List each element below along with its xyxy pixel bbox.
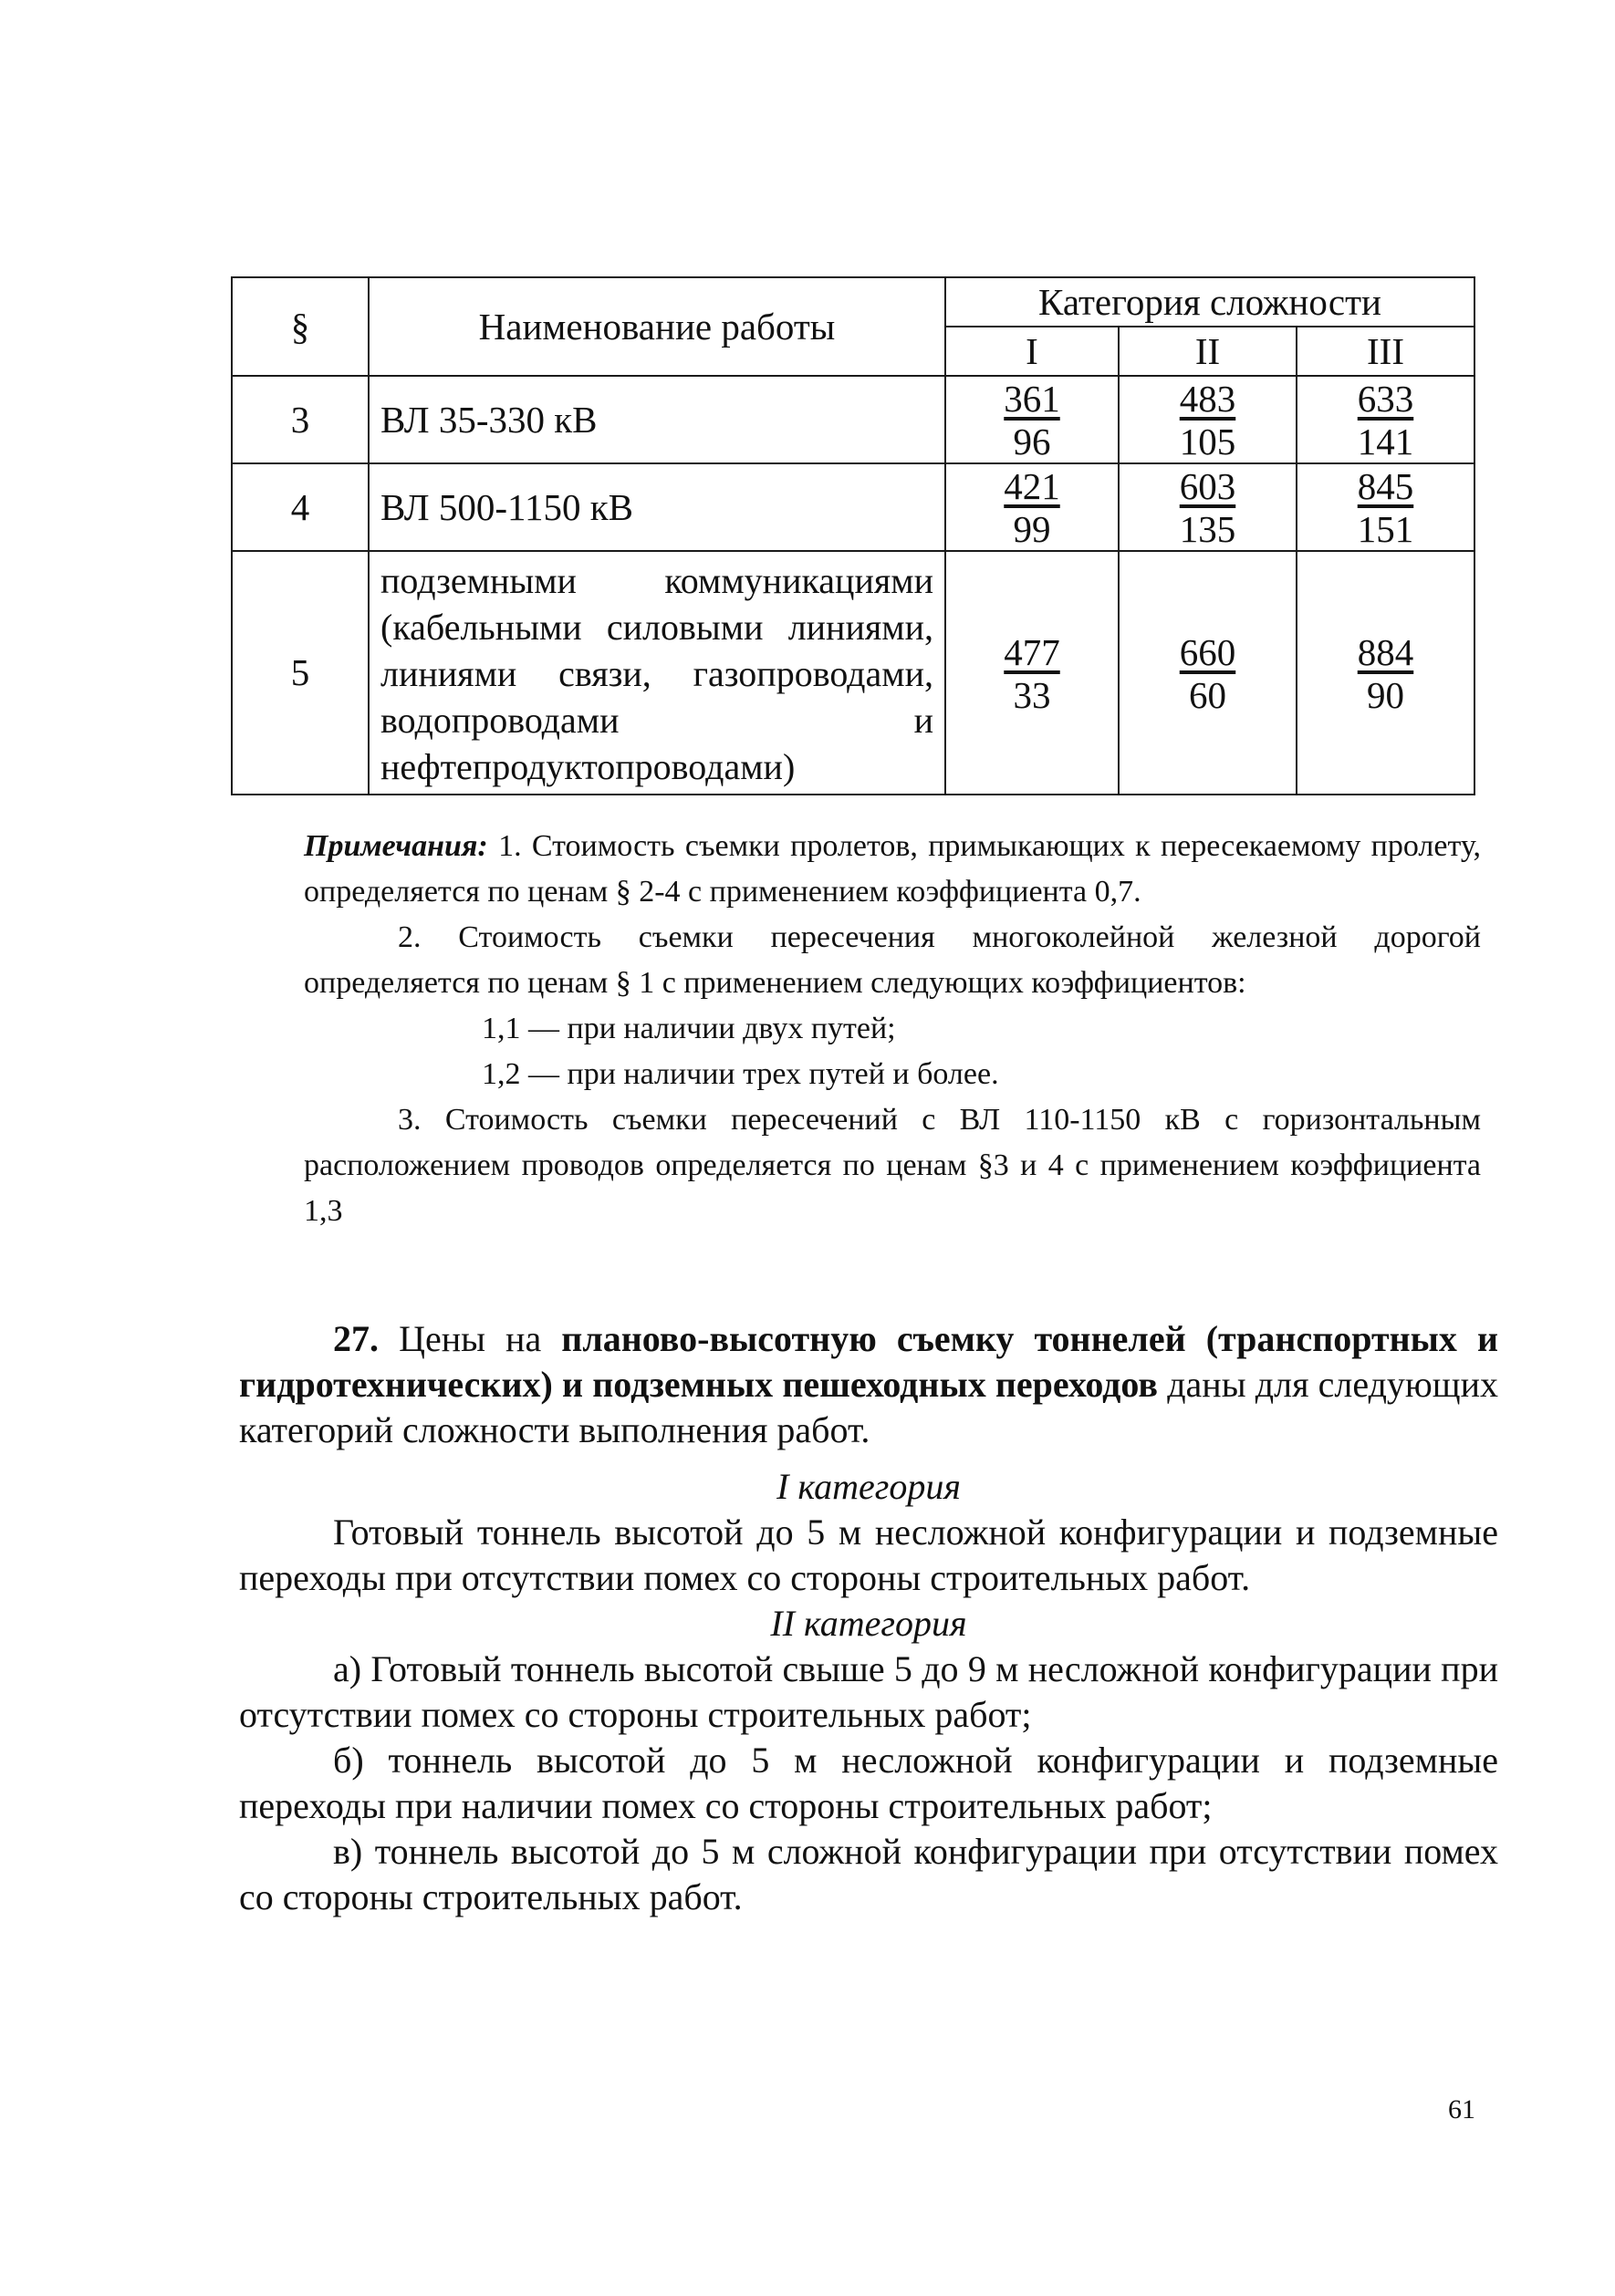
note-1-text: 1. Стоимость съемки пролетов, примыкающих к пересекаемому пролету, определяется по ценам § 2-4 с применением коэффициента 0,7. — [304, 829, 1481, 909]
row-section: 3 — [232, 376, 369, 463]
page-number: 61 — [1448, 2094, 1475, 2125]
price-top: 361 — [1004, 378, 1060, 420]
note-coef-2: 1,2 — при наличии трех путей и более. — [482, 1057, 999, 1091]
price-bottom: 135 — [1179, 508, 1236, 550]
work-name-header: Наименование работы — [369, 277, 945, 376]
price-cell — [1119, 463, 1297, 551]
price-bottom: 60 — [1189, 673, 1226, 716]
price-cell — [945, 551, 1119, 795]
row-section: 4 — [232, 463, 369, 551]
price-cell — [1297, 376, 1474, 463]
category-1-text: Готовый тоннель высотой до 5 м несложной конфигурации и подземные переходы при отсутствии помех со стороны строительных работ. — [239, 1512, 1498, 1598]
row-name: ВЛ 500-1150 кВ — [369, 463, 945, 551]
price-top: 845 — [1357, 465, 1414, 507]
section-27-intro — [239, 1316, 1498, 1453]
section-number: 27. — [333, 1318, 379, 1359]
price-table — [231, 276, 1475, 795]
note-3: 3. Стоимость съемки пересечений с ВЛ 110-1150 кВ с горизонтальным расположением проводов определяется по ценам §3 и 4 с применением коэффициента 1,3 — [304, 1103, 1481, 1228]
price-top: 660 — [1179, 630, 1236, 673]
table-row — [232, 551, 1474, 795]
price-top: 477 — [1004, 630, 1060, 673]
category-1-title: I категория — [776, 1466, 961, 1507]
section-lead: Цены на — [399, 1318, 542, 1359]
section-bold-text: планово-высотную съемку тоннелей (транспортных и гидротехнических) и подземных пешеходных переходов — [239, 1318, 1499, 1405]
category-2-item-c: в) тоннель высотой до 5 м сложной конфигурации при отсутствии помех со стороны строительных работ. — [239, 1831, 1498, 1917]
price-top: 483 — [1179, 378, 1236, 420]
paragraph-sign-header: § — [232, 277, 369, 376]
price-bottom: 105 — [1179, 421, 1236, 462]
price-cell — [1119, 376, 1297, 463]
price-bottom: 90 — [1367, 673, 1404, 716]
price-top: 884 — [1357, 630, 1414, 673]
row-name: ВЛ 35-330 кВ — [369, 376, 945, 463]
category-2-item-b: б) тоннель высотой до 5 м несложной конфигурации и подземные переходы при наличии помех со стороны строительных работ; — [239, 1740, 1498, 1826]
row-name: подземными коммуникациями (кабельными силовыми линиями, линиями связи, газопроводами, водопроводами и нефтепродуктопроводами) — [369, 551, 945, 795]
category-2-title: II категория — [770, 1603, 967, 1644]
section-27 — [239, 1316, 1498, 1920]
price-bottom: 99 — [1013, 508, 1051, 550]
notes-block — [304, 824, 1481, 1234]
table-row — [232, 463, 1474, 551]
note-2: 2. Стоимость съемки пересечения многоколейной железной дорогой определяется по ценам § 1 с применением следующих коэффициентов: — [304, 920, 1481, 1000]
price-bottom: 151 — [1357, 508, 1414, 550]
price-top: 421 — [1004, 465, 1060, 507]
price-bottom: 96 — [1013, 421, 1051, 462]
note-coef-1: 1,1 — при наличии двух путей; — [482, 1012, 896, 1045]
table-row — [232, 376, 1474, 463]
price-top: 633 — [1357, 378, 1414, 420]
category-header-3: III — [1297, 327, 1474, 376]
table-header-row — [232, 277, 1474, 327]
category-group-header: Категория сложности — [945, 277, 1474, 327]
row-section: 5 — [232, 551, 369, 795]
category-header-1: I — [945, 327, 1119, 376]
category-header-2: II — [1119, 327, 1297, 376]
category-2-item-a: а) Готовый тоннель высотой свыше 5 до 9 м несложной конфигурации при отсутствии помех со стороны строительных работ; — [239, 1648, 1498, 1735]
note-1 — [304, 824, 1481, 915]
price-cell — [1297, 551, 1474, 795]
price-cell — [1297, 463, 1474, 551]
price-bottom: 141 — [1357, 421, 1414, 462]
price-cell — [945, 376, 1119, 463]
price-bottom: 33 — [1013, 673, 1051, 716]
price-top: 603 — [1179, 465, 1236, 507]
notes-label: Примечания: — [304, 829, 488, 863]
price-cell — [1119, 551, 1297, 795]
section-tail: даны для следующих категорий сложности выполнения работ. — [239, 1364, 1499, 1450]
price-cell — [945, 463, 1119, 551]
